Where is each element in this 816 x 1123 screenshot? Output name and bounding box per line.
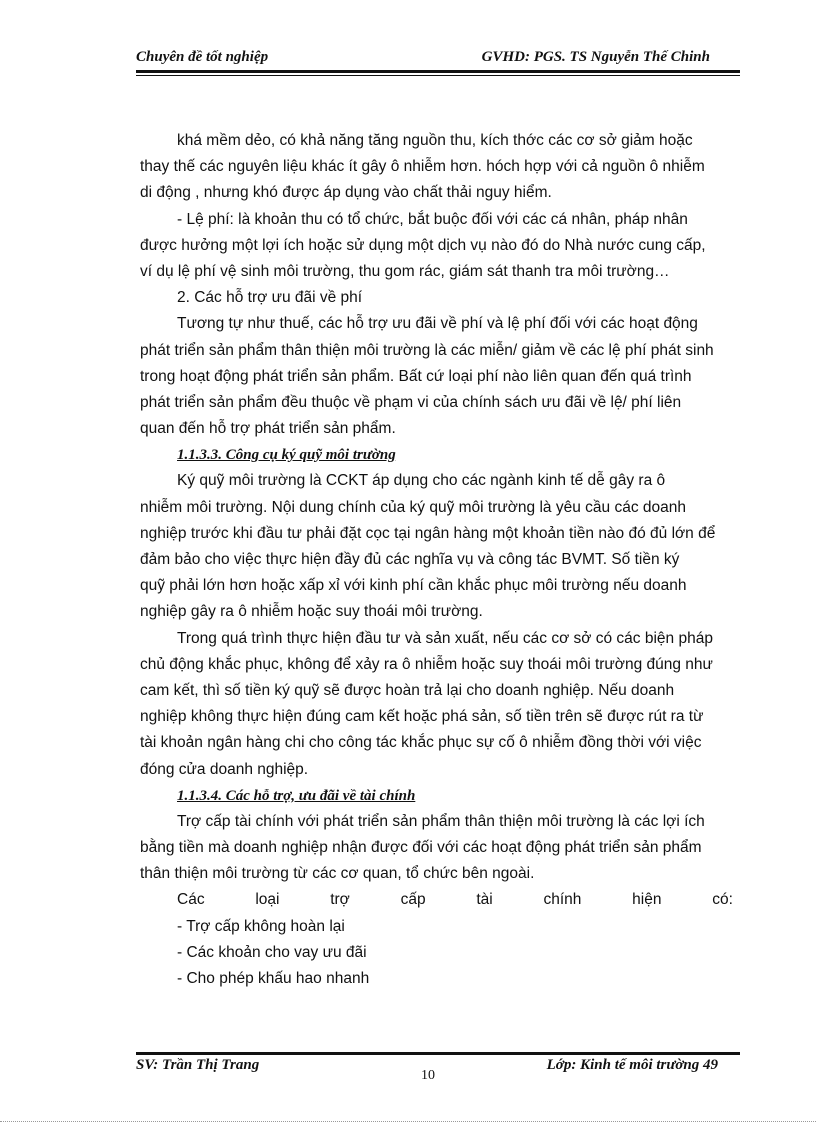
word: trợ bbox=[330, 891, 350, 909]
page-number: 10 bbox=[421, 1068, 435, 1083]
paragraph-line: nhiễm môi trường. Nội dung chính của ký quỹ môi trường là yêu cầu các doanh bbox=[140, 498, 686, 516]
paragraph-line: tài khoản ngân hàng chi cho công tác khắc phục sự cố ô nhiễm đồng thời với việc bbox=[140, 734, 702, 752]
paragraph-line: cam kết, thì số tiền ký quỹ sẽ được hoàn trả lại cho doanh nghiệp. Nếu doanh bbox=[140, 681, 675, 699]
word: tài bbox=[476, 891, 493, 909]
paragraph-line: đóng cửa doanh nghiệp. bbox=[140, 760, 309, 778]
word: loại bbox=[255, 891, 280, 909]
section-heading bbox=[140, 442, 733, 468]
paragraph-line: Trong quá trình thực hiện đầu tư và sản xuất, nếu các cơ sở có các biện pháp bbox=[177, 629, 713, 647]
page-header bbox=[136, 49, 740, 69]
paragraph-line: di động , nhưng khó được áp dụng vào chất thải nguy hiểm. bbox=[140, 184, 552, 202]
paragraph-line: Tương tự như thuế, các hỗ trợ ưu đãi về phí và lệ phí đối với các hoạt động bbox=[177, 315, 698, 333]
section-heading-text: 1.1.3.4. Các hỗ trợ, ưu đãi về tài chính bbox=[177, 787, 416, 804]
paragraph-line: khá mềm dẻo, có khả năng tăng nguồn thu, kích thớc các cơ sở giảm hoặc bbox=[177, 132, 693, 149]
footer-class: Lớp: Kinh tế môi trường 49 bbox=[546, 1057, 718, 1073]
list-item: - Trợ cấp không hoàn lại bbox=[177, 917, 345, 935]
word: hiện bbox=[632, 891, 662, 909]
footer-rule bbox=[136, 1052, 740, 1055]
paragraph-line: quỹ phải lớn hơn hoặc xấp xỉ với kinh phí cần khắc phục môi trường nếu doanh bbox=[140, 577, 687, 595]
word: có: bbox=[712, 891, 733, 909]
paragraph-line: trong hoạt động phát triển sản phẩm. Bất cứ loại phí nào liên quan đến quá trình bbox=[140, 367, 692, 385]
word: chính bbox=[543, 891, 582, 909]
list-item: - Cho phép khấu hao nhanh bbox=[177, 970, 370, 987]
footer-student: SV: Trần Thị Trang bbox=[136, 1057, 260, 1073]
header-left-title: Chuyên đề tốt nghiệp bbox=[136, 49, 269, 65]
header-rule-thin bbox=[136, 75, 740, 76]
section-heading-text: 1.1.3.3. Công cụ ký quỹ môi trường bbox=[177, 447, 396, 464]
paragraph-line: chủ động khắc phục, không để xảy ra ô nhiễm hoặc suy thoái môi trường đúng như bbox=[140, 655, 713, 673]
word: Các bbox=[177, 891, 205, 909]
section-heading bbox=[140, 783, 733, 809]
header-rule-thick bbox=[136, 70, 740, 73]
document-body bbox=[140, 128, 733, 992]
paragraph-line: Ký quỹ môi trường là CCKT áp dụng cho các ngành kinh tế dễ gây ra ô bbox=[177, 472, 666, 490]
header-advisor: GVHD: PGS. TS Nguyễn Thế Chinh bbox=[481, 49, 710, 65]
list-item: - Các khoản cho vay ưu đãi bbox=[177, 943, 367, 961]
paragraph-line: nghiệp không thực hiện đúng cam kết hoặc phá sản, số tiền trên sẽ được rút ra từ bbox=[140, 708, 704, 726]
paragraph-line: 2. Các hỗ trợ ưu đãi về phí bbox=[177, 289, 363, 307]
paragraph-line: phát triển sản phẩm thân thiện môi trường là các miễn/ giảm về các lệ phí phát sinh bbox=[140, 341, 714, 359]
paragraph-line: - Lệ phí: là khoản thu có tổ chức, bắt buộc đối với các cá nhân, pháp nhân bbox=[177, 210, 688, 228]
paragraph-line: được hưởng một lợi ích hoặc sử dụng một dịch vụ nào đó do Nhà nước cung cấp, bbox=[140, 236, 706, 254]
paragraph-line: phát triển sản phẩm đều thuộc về phạm vi của chính sách ưu đãi về lệ/ phí liên bbox=[140, 393, 682, 411]
paragraph-line: nghiệp gây ra ô nhiễm hoặc suy thoái môi trường. bbox=[140, 603, 483, 621]
paragraph-line: Trợ cấp tài chính với phát triển sản phẩm thân thiện môi trường là các lợi ích bbox=[177, 812, 705, 830]
paragraph-line: ví dụ lệ phí vệ sinh môi trường, thu gom rác, giám sát thanh tra môi trường… bbox=[140, 262, 670, 280]
justified-line bbox=[140, 887, 733, 913]
paragraph-line: thân thiện môi trường từ các cơ quan, tổ chức bên ngoài. bbox=[140, 865, 535, 883]
paragraph-line: nghiệp trước khi đầu tư phải đặt cọc tại ngân hàng một khoản tiền nào đó đủ lớn để bbox=[140, 524, 716, 542]
paragraph-line: bằng tiền mà doanh nghiệp nhận được đối với các hoạt động phát triển sản phẩm bbox=[140, 839, 702, 857]
paragraph-line: thay thế các nguyên liệu khác ít gây ô nhiễm hơn. hóch hợp với cả nguồn ô nhiễm bbox=[140, 158, 705, 176]
paragraph-line: quan đến hỗ trợ phát triển sản phẩm. bbox=[140, 420, 396, 438]
paragraph-line: đảm bảo cho việc thực hiện đầy đủ các nghĩa vụ và công tác BVMT. Số tiền ký bbox=[140, 551, 680, 568]
word: cấp bbox=[400, 891, 426, 909]
page-edge-dotted-line bbox=[0, 1121, 816, 1122]
